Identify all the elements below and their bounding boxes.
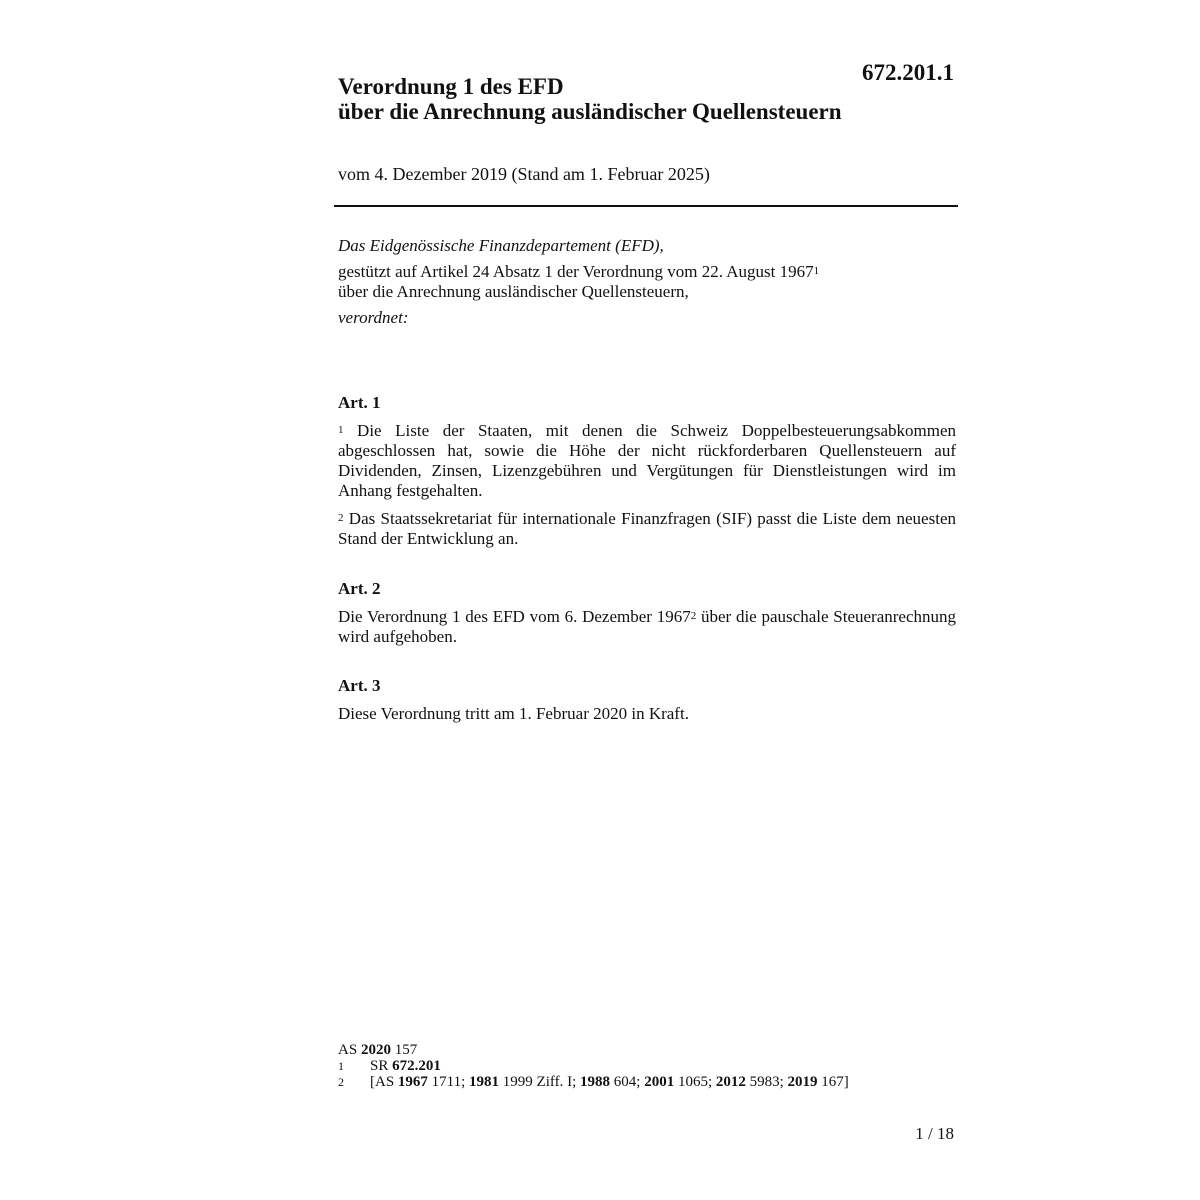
footnote-2-number: 2 — [338, 1075, 344, 1089]
footnote-2-part: 1988 — [580, 1074, 611, 1090]
as-page: 157 — [390, 1042, 418, 1058]
footnote-1-text — [370, 1058, 441, 1074]
footnote-2-part: 604; — [610, 1074, 645, 1090]
article-2-text-after: über die pauschale Steueranrechnung wird aufgehoben. — [338, 607, 956, 646]
article-1-paragraph-2 — [338, 509, 956, 549]
footnote-ref-2[interactable]: 2 — [690, 610, 697, 622]
page-number: 1 / 18 — [915, 1124, 954, 1143]
footnote-2-part: 1967 — [397, 1074, 428, 1090]
preamble-basis-line1: gestützt auf Artikel 24 Absatz 1 der Verordnung vom 22. August 1967 — [338, 262, 814, 281]
preamble-authority: Das Eidgenössische Finanzdepartement (EFD), — [338, 236, 664, 255]
footnote-ref-1[interactable]: 1 — [813, 265, 820, 277]
footnote-2-text — [370, 1074, 849, 1090]
article-1-paragraph-1 — [338, 421, 956, 501]
article-3-heading: Art. 3 — [338, 676, 381, 695]
footnote-2-part: 1981 — [469, 1074, 500, 1090]
as-prefix: AS — [338, 1042, 361, 1058]
preamble-decrees: verordnet: — [338, 308, 409, 327]
footnote-1-number: 1 — [338, 1059, 344, 1073]
footnote-1 — [338, 1058, 958, 1074]
title-line-2: über die Anrechnung ausländischer Quellensteuern — [338, 99, 842, 124]
as-year: 2020 — [360, 1042, 391, 1058]
document-title — [338, 74, 918, 124]
preamble-basis — [338, 262, 958, 302]
article-3-text: Diese Verordnung tritt am 1. Februar 2020 in Kraft. — [338, 704, 689, 723]
footnote-2-part: 5983; — [745, 1074, 788, 1090]
footnote-1-link[interactable]: 672.201 — [392, 1058, 441, 1074]
article-2-text — [338, 607, 956, 647]
title-line-1: Verordnung 1 des EFD — [338, 74, 564, 99]
footnote-2-part: 1999 Ziff. I; — [499, 1074, 581, 1090]
paragraph-number: 2 — [338, 512, 344, 524]
preamble — [338, 236, 958, 328]
preamble-basis-line2: über die Anrechnung ausländischer Quellensteuern, — [338, 282, 689, 301]
footnote-2-part: 1065; — [674, 1074, 716, 1090]
footnote-2-part: 2019 — [787, 1074, 818, 1090]
title-divider — [334, 205, 958, 207]
date-line: vom 4. Dezember 2019 (Stand am 1. Februar 2025) — [338, 164, 710, 184]
footnote-2-part: 2001 — [644, 1074, 675, 1090]
footnote-2 — [338, 1074, 958, 1090]
article-2-text-before: Die Verordnung 1 des EFD vom 6. Dezember 1967 — [338, 607, 691, 626]
article-1 — [338, 393, 956, 549]
article-3 — [338, 676, 956, 724]
article-2-heading: Art. 2 — [338, 579, 381, 598]
paragraph-number: 1 — [338, 424, 344, 436]
footnotes — [338, 1042, 958, 1090]
article-2 — [338, 579, 956, 647]
footnote-1-prefix: SR — [370, 1058, 393, 1074]
article-1-heading: Art. 1 — [338, 393, 381, 412]
footnote-2-part: 1711; — [427, 1074, 470, 1090]
footnote-2-part: [AS — [370, 1074, 398, 1090]
as-reference — [338, 1042, 958, 1058]
footnote-2-part: 2012 — [715, 1074, 746, 1090]
sr-number: 672.201.1 — [862, 60, 954, 85]
footnote-2-part: 167] — [817, 1074, 849, 1090]
paragraph-text: Die Liste der Staaten, mit denen die Schweiz Doppelbesteuerungsabkommen abgeschlossen hat, sowie die Höhe der nicht rückforderbaren Quellensteuern auf Dividenden, Zinsen, Lizenzgebühren und Vergütungen für Dienstleistungen wird im Anhang festgehalten. — [338, 421, 956, 500]
paragraph-text: Das Staatssekretariat für internationale Finanzfragen (SIF) passt die Liste dem neuesten Stand der Entwicklung an. — [338, 509, 956, 548]
